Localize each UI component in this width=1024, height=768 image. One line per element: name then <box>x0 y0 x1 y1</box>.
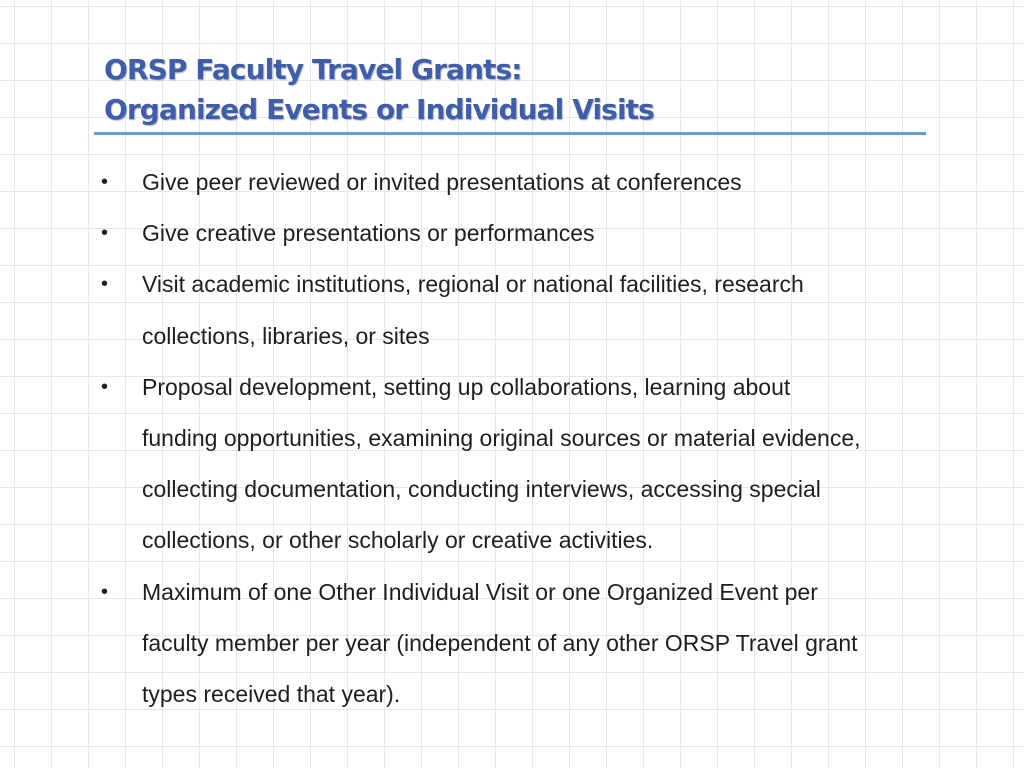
bullet-list <box>96 157 986 720</box>
bullet-item-creative-presentations <box>96 208 986 259</box>
bullet-item-conference-presentations <box>96 157 986 208</box>
bullet-item-proposal-development <box>96 362 986 567</box>
bullet-text-line: Give creative presentations or performances <box>142 220 595 247</box>
bullet-icon: • <box>101 222 109 245</box>
bullet-text-line: types received that year). <box>142 681 401 708</box>
title-divider <box>94 132 926 135</box>
slide-title-line-2: Organized Events or Individual Visits <box>104 93 654 126</box>
bullet-icon: • <box>101 273 109 296</box>
bullet-text-line: collecting documentation, conducting interviews, accessing special <box>142 476 821 503</box>
bullet-text-line: collections, or other scholarly or creative activities. <box>142 527 654 554</box>
bullet-text-line: Visit academic institutions, regional or national facilities, research <box>142 271 804 298</box>
bullet-item-maximum-limit <box>96 567 986 721</box>
bullet-text-line: Give peer reviewed or invited presentations at conferences <box>142 169 742 195</box>
bullet-text-line: faculty member per year (independent of any other ORSP Travel grant <box>142 629 858 656</box>
bullet-item-visit-institutions <box>96 259 986 361</box>
bullet-text-line: funding opportunities, examining original sources or material evidence, <box>142 425 861 452</box>
bullet-icon: • <box>101 375 109 398</box>
bullet-text-line: collections, libraries, or sites <box>142 322 430 349</box>
bullet-icon: • <box>101 580 109 603</box>
bullet-text-line: Proposal development, setting up collaborations, learning about <box>142 373 791 400</box>
slide-title-line-1: ORSP Faculty Travel Grants: <box>104 53 522 86</box>
slide-title <box>104 50 944 130</box>
bullet-text-line: Maximum of one Other Individual Visit or one Organized Event per <box>142 578 818 605</box>
bullet-icon: • <box>101 171 109 193</box>
